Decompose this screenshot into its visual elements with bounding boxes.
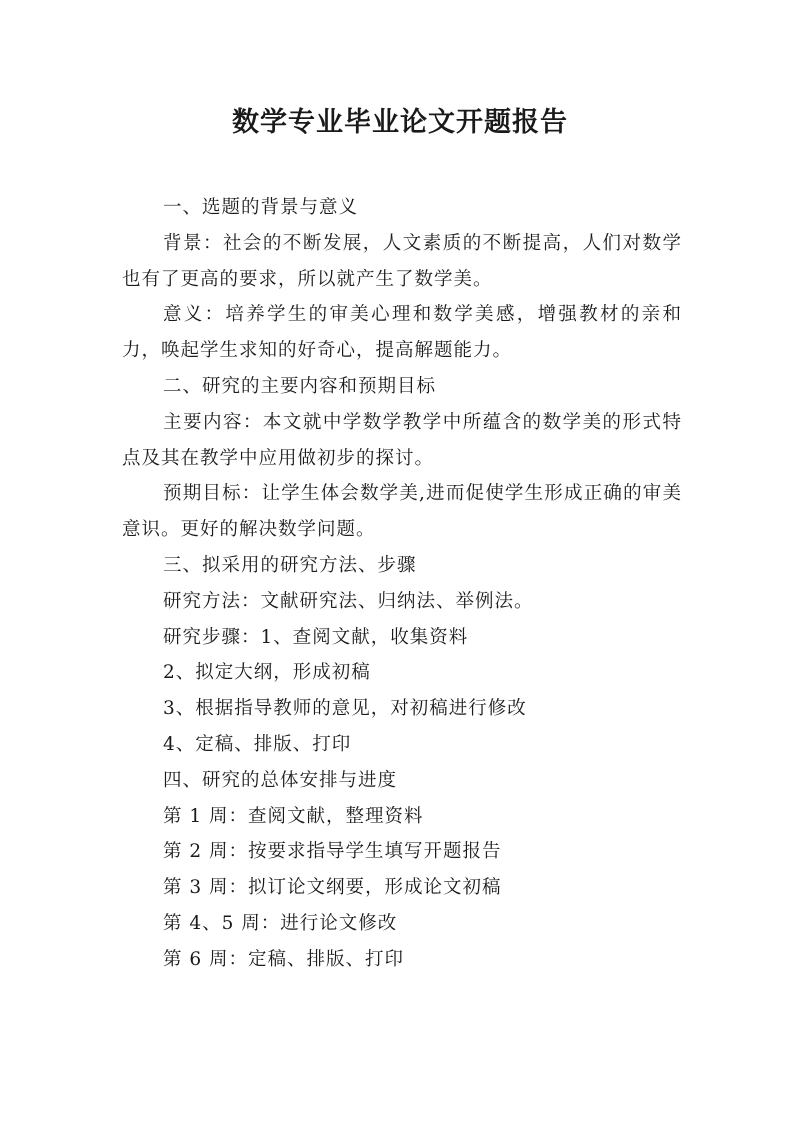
- list-item-week-3: 第 3 周：拟订论文纲要，形成论文初稿: [163, 877, 502, 899]
- list-item-week-1: 第 1 周：查阅文献，整理资料: [163, 805, 424, 827]
- list-item-week-2: 第 2 周：按要求指导学生填写开题报告: [163, 841, 502, 863]
- document-body: [122, 190, 682, 978]
- list-item-week-6: 第 6 周：定稿、排版、打印: [163, 948, 405, 970]
- paragraph-methods: 研究方法：文献研究法、归纳法、举例法。: [163, 590, 534, 612]
- list-item-step-3: 3、根据指导教师的意见，对初稿进行修改: [163, 698, 527, 720]
- section-heading-schedule: 四、研究的总体安排与进度: [163, 769, 398, 791]
- section-heading-background: 一、选题的背景与意义: [163, 197, 359, 218]
- list-item-step-1: 研究步骤：1、查阅文献，收集资料: [163, 626, 469, 648]
- list-item-step-2: 2、拟定大纲，形成初稿: [163, 662, 371, 684]
- paragraph-background: 背景：社会的不断发展，人文素质的不断提高，人们对数学也有了更高的要求，所以就产生了数学美。: [122, 232, 682, 290]
- section-heading-methods: 三、拟采用的研究方法、步骤: [163, 554, 417, 576]
- paragraph-significance: 意义：培养学生的审美心理和数学美感，增强教材的亲和力，唤起学生求知的好奇心，提高解题能力。: [122, 304, 682, 362]
- paragraph-expected-goals: 预期目标：让学生体会数学美,进而促使学生形成正确的审美意识。更好的解决数学问题。: [122, 483, 682, 541]
- list-item-step-4: 4、定稿、排版、打印: [163, 733, 352, 755]
- list-item-week-4-5: 第 4、5 周：进行论文修改: [163, 912, 398, 934]
- paragraph-main-content: 主要内容：本文就中学数学教学中所蕴含的数学美的形式特点及其在教学中应用做初步的探讨。: [122, 411, 682, 469]
- section-heading-content: 二、研究的主要内容和预期目标: [163, 375, 437, 397]
- document-title: 数学专业毕业论文开题报告: [232, 107, 568, 138]
